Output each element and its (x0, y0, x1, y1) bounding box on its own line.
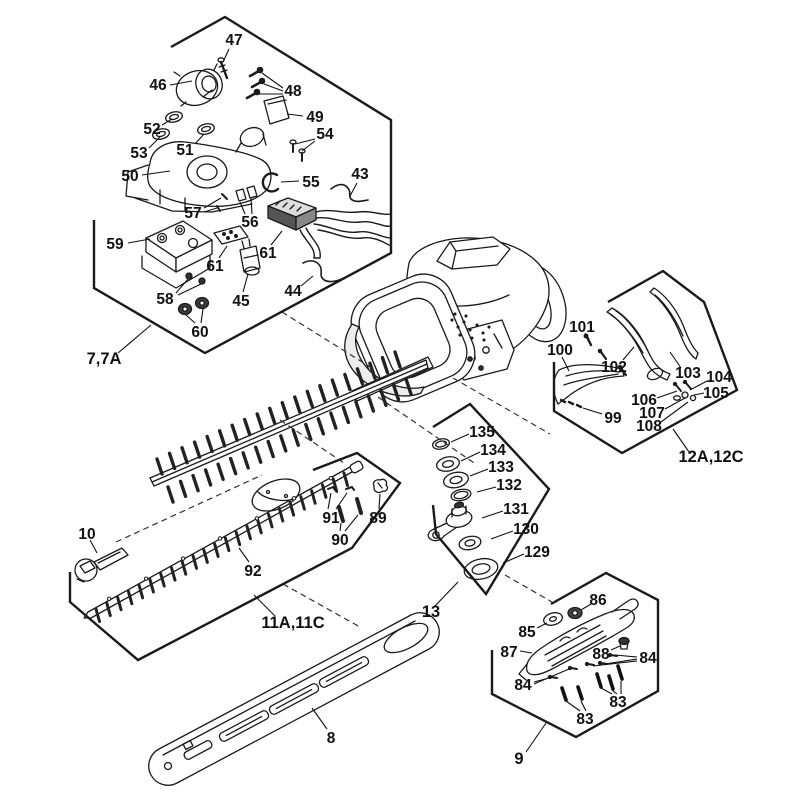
leader-130-0 (491, 531, 513, 539)
texture-dot (476, 324, 478, 326)
texture-dot (469, 329, 471, 331)
leader-89-0 (379, 494, 380, 509)
texture-dot (483, 339, 485, 341)
callout-60: 60 (191, 324, 209, 341)
callout-58: 58 (156, 291, 174, 308)
blade-rivet (107, 597, 110, 600)
part-99-fasteners (561, 400, 581, 407)
dashed-connector-4 (378, 397, 477, 465)
blade-tooth (193, 556, 197, 569)
blade-tooth (195, 442, 200, 457)
leader-92-0 (239, 548, 249, 562)
part-10-tip-guard (75, 548, 128, 582)
part-103-guard-blade (650, 288, 698, 359)
blade-tooth (345, 375, 350, 390)
callout-91: 91 (322, 510, 340, 527)
part-8-sheath (149, 613, 439, 785)
texture-dot (457, 326, 459, 328)
blade-tooth (247, 526, 251, 539)
part-44-wire (303, 261, 344, 282)
leader-48-1 (264, 84, 283, 91)
leader-8-0 (312, 708, 327, 729)
blade-tooth (218, 464, 223, 479)
callout-89: 89 (369, 510, 387, 527)
leader-49-0 (287, 114, 303, 116)
blade-tooth (150, 579, 154, 592)
texture-dot (465, 315, 467, 317)
callout-84: 84 (639, 650, 657, 667)
callout-129: 129 (524, 544, 550, 561)
callout-130: 130 (513, 521, 539, 538)
blade-tooth (343, 407, 348, 422)
part-49-chute (264, 96, 289, 124)
blade-tooth (168, 487, 173, 502)
part-88-plug (619, 638, 629, 650)
leader-83-0 (566, 701, 580, 711)
callout-105: 105 (703, 385, 729, 402)
blade-tooth (225, 538, 229, 551)
callout-135: 135 (469, 424, 495, 441)
callout-43: 43 (351, 166, 369, 183)
part-43-wire (331, 185, 368, 202)
blade-rivet (218, 537, 221, 540)
leader-132-0 (477, 487, 496, 492)
leader-51-0 (195, 134, 204, 144)
blade-tooth (258, 520, 262, 533)
callout-103: 103 (675, 365, 701, 382)
blade-tooth (269, 514, 273, 527)
blade-tooth (270, 408, 275, 423)
blade-tooth (332, 380, 337, 395)
zone-label-9: 9 (514, 750, 524, 768)
leader-44-0 (301, 276, 313, 286)
callout-106: 106 (631, 392, 657, 409)
callout-83: 83 (609, 694, 627, 711)
part-135-ring (432, 437, 451, 450)
part-85-disc (542, 611, 563, 628)
blade-tooth (320, 386, 325, 401)
blade-tooth (128, 591, 132, 604)
callout-108: 108 (636, 418, 662, 435)
blade-tooth (331, 413, 336, 428)
part-134-washer (435, 455, 460, 473)
zone-leader-9 (526, 723, 546, 752)
callout-55: 55 (302, 174, 320, 191)
callout-133: 133 (488, 459, 514, 476)
texture-dot (482, 332, 484, 334)
blade-tooth (295, 397, 300, 412)
blade-rivet (292, 497, 295, 500)
callout-101: 101 (569, 319, 595, 336)
blade-tooth (236, 532, 240, 545)
callout-100: 100 (547, 342, 573, 359)
callout-48: 48 (284, 83, 302, 100)
part-58-screws (186, 273, 205, 284)
blade-tooth (318, 419, 323, 434)
callout-83: 83 (576, 711, 594, 728)
blade-tooth (118, 597, 122, 610)
callout-51: 51 (176, 142, 194, 159)
callout-107: 107 (639, 405, 665, 422)
callout-59: 59 (106, 236, 124, 253)
dashed-connector-2 (116, 475, 262, 542)
blade-tooth (307, 391, 312, 406)
part-45-switch (240, 239, 260, 275)
leader-45-0 (243, 274, 248, 292)
blade-tooth (139, 585, 143, 598)
leader-87-0 (520, 651, 532, 653)
leader-91-0 (328, 493, 331, 509)
callout-85: 85 (518, 624, 536, 641)
zone-label-12A-12C: 12A,12C (678, 448, 744, 466)
texture-dot (451, 319, 453, 321)
callout-88: 88 (592, 646, 610, 663)
blade-tooth (207, 436, 212, 451)
blade-rivet (329, 477, 332, 480)
callout-10: 10 (78, 526, 96, 543)
blade-tooth (368, 396, 373, 411)
leader-61-0 (271, 231, 282, 245)
leader-60-0 (186, 315, 195, 323)
callout-92: 92 (244, 563, 262, 580)
callout-84: 84 (514, 677, 532, 694)
blade-tooth (356, 402, 361, 417)
callout-61: 61 (259, 245, 277, 262)
leader-60-1 (201, 309, 203, 323)
part-132-ring (450, 488, 472, 503)
leader-54-1 (302, 141, 315, 151)
blade-tooth (281, 436, 286, 451)
callout-132: 132 (496, 477, 522, 494)
blade-tooth (157, 459, 162, 474)
texture-dot (488, 326, 490, 328)
callout-46: 46 (149, 77, 167, 94)
blade-tooth (182, 562, 186, 575)
callout-104: 104 (706, 369, 732, 386)
leader-43-0 (350, 183, 357, 196)
leader-83-1 (581, 701, 586, 711)
leader-61-0 (219, 246, 227, 258)
callout-87: 87 (500, 644, 518, 661)
blade-tooth (220, 431, 225, 446)
leader-99-0 (583, 408, 602, 414)
leader-88-0 (611, 646, 620, 650)
blade-tooth (268, 442, 273, 457)
blade-tooth (245, 420, 250, 435)
blade-tooth (182, 448, 187, 463)
part-86-grommet (568, 608, 582, 619)
blade-tooth (193, 476, 198, 491)
part-130-washer (458, 534, 482, 551)
part-46-motor (172, 64, 226, 111)
part-61-module (268, 198, 316, 230)
callout-54: 54 (316, 126, 334, 143)
callout-131: 131 (503, 501, 529, 518)
blade-tooth (206, 470, 211, 485)
blade-tooth (256, 447, 261, 462)
blade-tooth (161, 574, 165, 587)
blade-rivet (255, 517, 258, 520)
callout-99: 99 (604, 410, 622, 427)
callout-44: 44 (284, 283, 302, 300)
callout-52: 52 (143, 121, 161, 138)
blade-tooth (171, 568, 175, 581)
callout-57: 57 (184, 205, 202, 222)
part-60-grommets (179, 298, 209, 315)
callout-8: 8 (326, 730, 336, 747)
part-133-washer (442, 470, 470, 490)
leader-131-0 (482, 511, 503, 518)
leader-84-0 (615, 655, 637, 657)
blade-rivet (144, 577, 147, 580)
zone-leader-11A-11C (254, 595, 275, 616)
callout-102: 102 (601, 359, 627, 376)
blade-tooth (107, 603, 111, 616)
callout-134: 134 (480, 442, 506, 459)
callout-49: 49 (306, 109, 324, 126)
blade-tooth (282, 403, 287, 418)
texture-dot (463, 321, 465, 323)
part-51-oring (197, 122, 216, 136)
leader-135-0 (451, 434, 469, 442)
assembled-blade (150, 352, 428, 517)
zone-leader-7-7A (118, 325, 151, 353)
dashed-connector-5 (505, 575, 552, 602)
leader-90-1 (345, 515, 358, 531)
leader-56-0 (240, 202, 245, 214)
blade-tooth (231, 459, 236, 474)
leader-55-0 (281, 181, 299, 182)
part-90-pins (339, 499, 361, 521)
blade-tooth (257, 414, 262, 429)
callout-47: 47 (225, 32, 243, 49)
callout-45: 45 (232, 293, 250, 310)
leader-46-0 (170, 81, 192, 85)
callout-50: 50 (121, 168, 139, 185)
blade-tooth (215, 544, 219, 557)
zone-label-13: 13 (421, 603, 441, 621)
blade-rivet (181, 557, 184, 560)
leader-90-0 (340, 523, 341, 531)
leader-58-1 (178, 284, 201, 295)
leader-91-1 (336, 493, 347, 509)
blade-tooth (243, 453, 248, 468)
blade-tooth (170, 453, 175, 468)
part-92-blade (84, 460, 364, 621)
callout-53: 53 (130, 145, 148, 162)
texture-dot (471, 337, 473, 339)
callout-61: 61 (206, 258, 224, 275)
callout-56: 56 (241, 214, 259, 231)
part-91-clips (328, 487, 354, 490)
texture-dot (459, 334, 461, 336)
blade-tooth (232, 425, 237, 440)
leader-133-0 (470, 469, 488, 476)
part-89-clip (373, 479, 387, 492)
callout-90: 90 (331, 532, 349, 549)
blade-tooth (96, 609, 100, 622)
zone-label-11A-11C: 11A,11C (261, 614, 325, 632)
callout-86: 86 (589, 592, 607, 609)
leader-47-0 (223, 49, 229, 62)
zone-label-7-7A: 7,7A (86, 350, 122, 368)
leader-85-0 (537, 623, 547, 628)
blade-tooth (181, 481, 186, 496)
texture-dot (454, 313, 456, 315)
blade-tooth (204, 550, 208, 563)
